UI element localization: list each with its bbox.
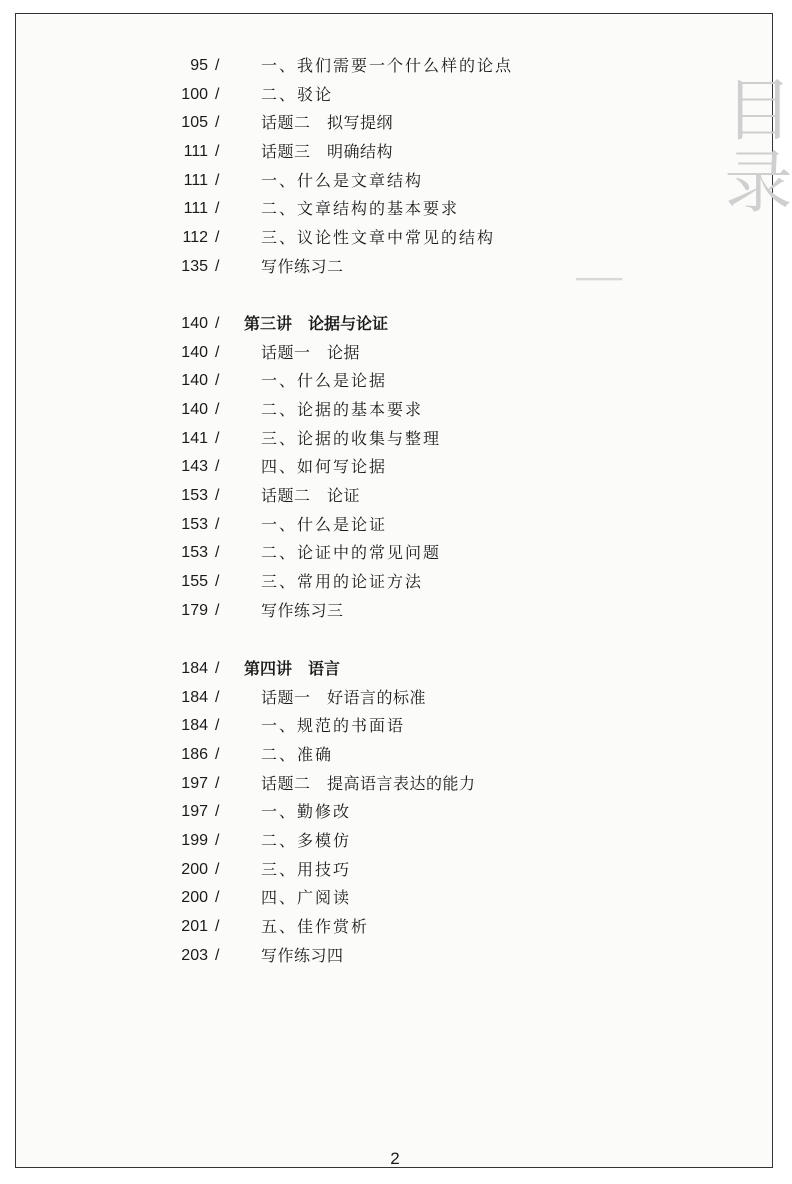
show-through-heading: 目录	[713, 74, 792, 218]
toc-topic-title: 话题一 好语言的标准	[261, 687, 427, 707]
toc-item-title: 二、论据的基本要求	[261, 399, 424, 419]
toc-entry[interactable]	[16, 396, 576, 424]
toc-topic-title: 话题二 拟写提纲	[261, 113, 394, 133]
toc-separator: /	[215, 85, 220, 103]
toc-page-number: 197	[181, 803, 208, 821]
toc-separator: /	[215, 946, 220, 964]
toc-item-title: 四、如何写论据	[261, 457, 388, 477]
toc-separator: /	[215, 228, 220, 246]
toc-entry[interactable]	[16, 195, 576, 223]
toc-separator: /	[215, 171, 220, 189]
toc-separator: /	[215, 114, 220, 132]
toc-separator: /	[215, 831, 220, 849]
toc-topic-title: 话题三 明确结构	[261, 141, 394, 161]
toc-page-number: 155	[181, 572, 208, 590]
toc-separator: /	[215, 142, 220, 160]
toc-separator: /	[215, 315, 220, 332]
toc-separator: /	[215, 601, 220, 619]
toc-topic-title: 写作练习四	[261, 945, 344, 965]
toc-entry[interactable]	[16, 770, 576, 798]
toc-separator: /	[215, 860, 220, 878]
toc-page-number: 197	[181, 774, 208, 792]
toc-page-number: 100	[181, 85, 208, 103]
toc-page-number: 200	[181, 889, 208, 907]
toc-topic-title: 话题二 论证	[261, 485, 361, 505]
toc-page-number: 135	[181, 257, 208, 275]
toc-page-number: 111	[183, 200, 208, 218]
toc-page-number: 141	[181, 429, 208, 447]
toc-entry[interactable]	[16, 539, 576, 567]
toc-item-title: 二、驳论	[261, 84, 334, 104]
toc-separator: /	[215, 803, 220, 821]
toc-item-title: 一、规范的书面语	[261, 716, 406, 736]
toc-item-title: 一、我们需要一个什么样的论点	[261, 56, 514, 75]
toc-topic-title: 话题一 论据	[261, 342, 361, 362]
toc-entry[interactable]	[16, 827, 576, 855]
toc-separator: /	[215, 372, 220, 390]
toc-entry[interactable]	[16, 367, 576, 395]
toc-item-title: 五、佳作赏析	[261, 916, 370, 936]
toc-entry[interactable]	[16, 425, 576, 453]
toc-item-title: 二、文章结构的基本要求	[261, 199, 460, 219]
toc-page-number: 153	[181, 544, 208, 562]
toc-page-number: 199	[181, 831, 208, 849]
toc-entry[interactable]	[16, 884, 576, 912]
toc-item-title: 三、议论性文章中常见的结构	[261, 227, 496, 247]
toc-page-number: 105	[181, 114, 208, 132]
toc-entry[interactable]	[16, 942, 576, 970]
toc-entry[interactable]	[16, 511, 576, 539]
toc-page-number: 179	[181, 601, 208, 619]
toc-page-number: 112	[182, 228, 208, 246]
toc-page-number: 201	[181, 917, 208, 935]
toc-entry[interactable]	[16, 310, 576, 338]
toc-page-number: 140	[181, 343, 208, 361]
toc-separator: /	[215, 458, 220, 476]
show-through-text: ▔▔▔▔	[576, 278, 623, 296]
toc-separator: /	[215, 660, 220, 677]
toc-separator: /	[215, 200, 220, 218]
toc-separator: /	[215, 257, 220, 275]
toc-page-number: 95	[190, 57, 208, 74]
toc-separator: /	[215, 572, 220, 590]
toc-page-number: 184	[181, 717, 208, 735]
toc-separator: /	[215, 544, 220, 562]
toc-entry[interactable]	[16, 52, 576, 80]
toc-page-number: 111	[183, 171, 208, 189]
toc-separator: /	[215, 57, 220, 74]
toc-item-title: 二、准确	[261, 744, 334, 764]
toc-entry[interactable]	[16, 684, 576, 712]
toc-entry[interactable]	[16, 339, 576, 367]
toc-entry[interactable]	[16, 224, 576, 252]
toc-separator: /	[215, 400, 220, 418]
toc-item-title: 一、勤修改	[261, 802, 352, 822]
toc-topic-title: 写作练习二	[261, 256, 344, 276]
toc-separator: /	[215, 515, 220, 533]
toc-page-number: 140	[181, 315, 208, 332]
toc-page-number: 140	[181, 400, 208, 418]
toc-entry[interactable]	[16, 167, 576, 195]
toc-page-number: 200	[181, 860, 208, 878]
toc-page-number: 186	[181, 745, 208, 763]
toc-topic-title: 话题二 提高语言表达的能力	[261, 773, 476, 793]
page-frame	[15, 13, 792, 1168]
toc-item-title: 一、什么是文章结构	[261, 170, 424, 190]
toc-page-number: 111	[183, 142, 208, 160]
toc-separator: /	[215, 688, 220, 706]
toc-entry[interactable]	[16, 913, 576, 941]
toc-separator: /	[215, 745, 220, 763]
toc-page-number: 184	[181, 660, 208, 677]
toc-entry[interactable]	[16, 453, 576, 481]
toc-entry[interactable]	[16, 568, 576, 596]
toc-entry[interactable]	[16, 741, 576, 769]
toc-separator: /	[215, 343, 220, 361]
toc-separator: /	[215, 889, 220, 907]
toc-topic-title: 写作练习三	[261, 600, 344, 620]
toc-page-number: 140	[181, 372, 208, 390]
toc-entry[interactable]	[16, 81, 576, 109]
toc-entry[interactable]	[16, 597, 576, 625]
toc-item-title: 三、论据的收集与整理	[261, 428, 442, 448]
toc-entry[interactable]	[16, 655, 576, 683]
toc-separator: /	[215, 917, 220, 935]
toc-item-title: 二、论证中的常见问题	[261, 543, 442, 563]
toc-separator: /	[215, 774, 220, 792]
toc-entry[interactable]	[16, 798, 576, 826]
toc-page-number: 153	[181, 515, 208, 533]
toc-separator: /	[215, 486, 220, 504]
toc-entry[interactable]	[16, 253, 576, 281]
toc-item-title: 一、什么是论据	[261, 371, 388, 391]
toc-item-title: 三、用技巧	[261, 859, 352, 879]
toc-entry[interactable]	[16, 856, 576, 884]
toc-separator: /	[215, 717, 220, 735]
toc-item-title: 四、广阅读	[261, 888, 352, 908]
toc-entry[interactable]	[16, 482, 576, 510]
toc-entry[interactable]	[16, 712, 576, 740]
toc-chapter-title: 第四讲 语言	[244, 659, 341, 678]
toc-entry[interactable]	[16, 109, 576, 137]
toc-entry[interactable]	[16, 138, 576, 166]
toc-separator: /	[215, 429, 220, 447]
toc-page-number: 153	[181, 486, 208, 504]
toc-page-number: 203	[181, 946, 208, 964]
page-number: 2	[390, 1149, 400, 1168]
toc-item-title: 三、常用的论证方法	[261, 571, 424, 591]
toc-page-number: 184	[181, 688, 208, 706]
toc-item-title: 二、多模仿	[261, 830, 352, 850]
toc-chapter-title: 第三讲 论据与论证	[244, 314, 389, 333]
toc-item-title: 一、什么是论证	[261, 514, 388, 534]
toc-page-number: 143	[181, 458, 208, 476]
